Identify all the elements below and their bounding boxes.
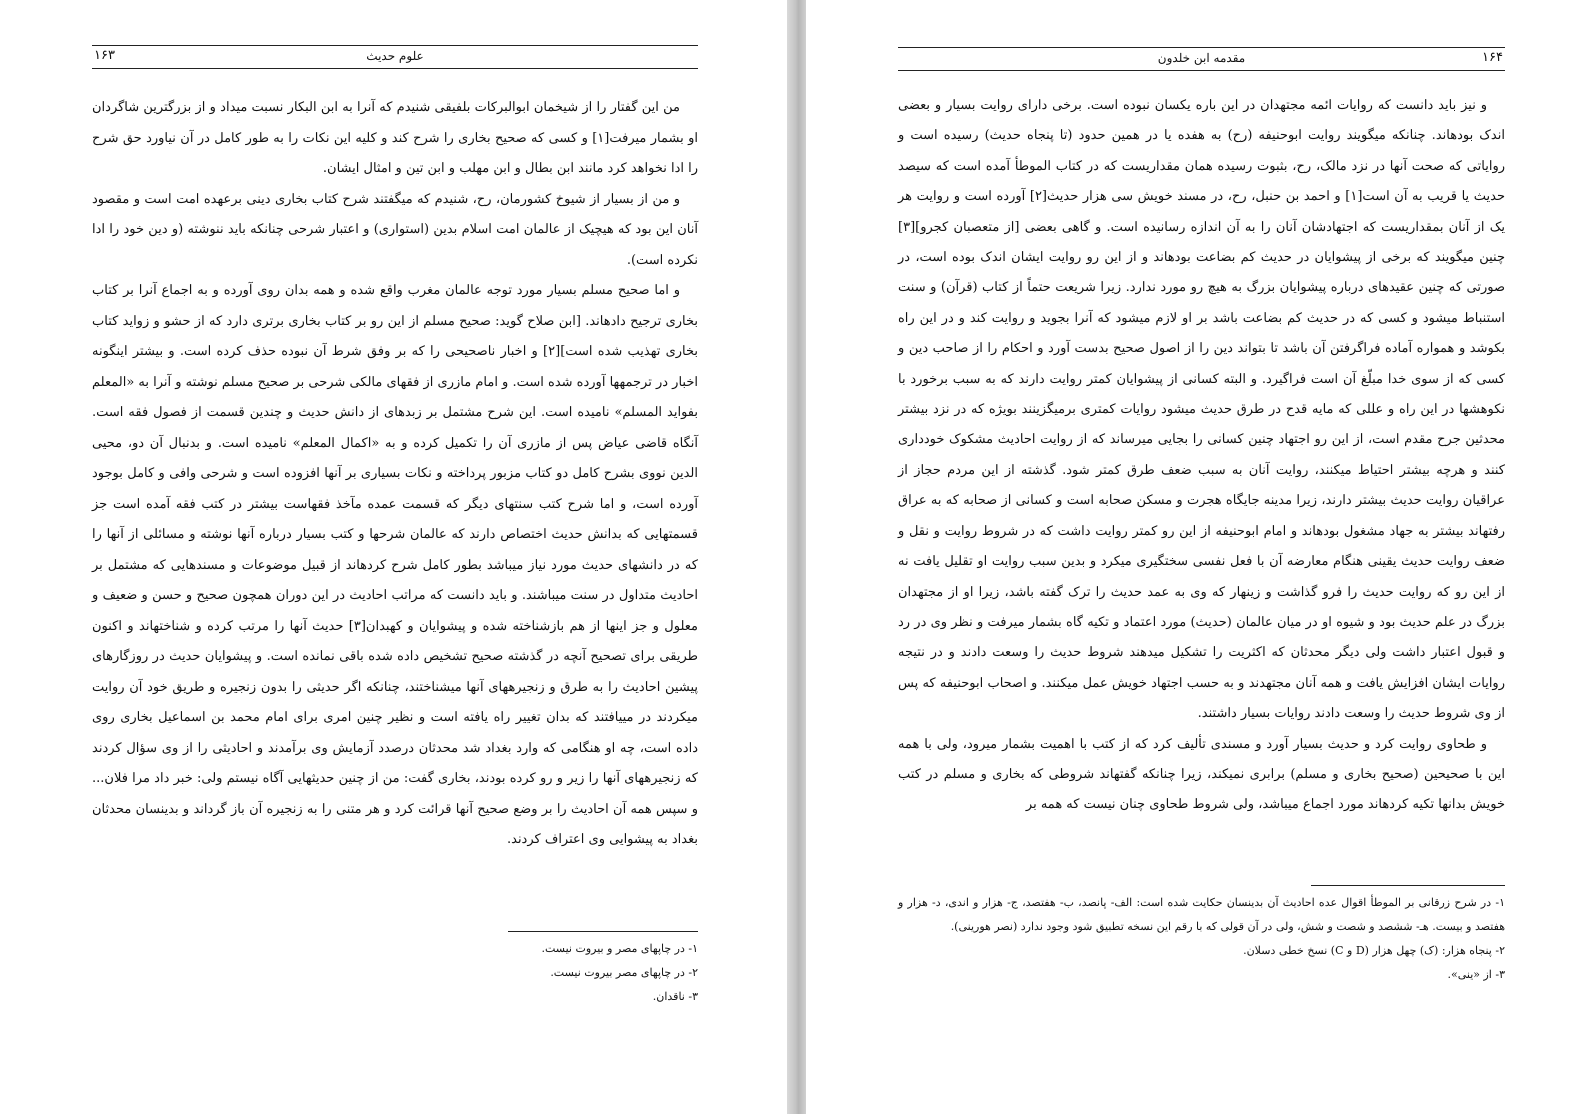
footnote: ۱- در چاپهای مصر و بیروت نیست. bbox=[541, 942, 698, 955]
paragraph: من این گفتار را از شیخمان ابوالبرکات بلفیقی شنیدم که آنرا به ابن البکار نسبت میداد و از بزرگترین شاگردان او بشمار میرفت[۱] و کسی که صحیح بخاری را شرح کند و کلیه این نکات را به طور کامل در آن نیاورد حق شرح را ادا نخواهد کرد مانند ابن بطال و ابن مهلب و ابن تین و امثال ایشان. bbox=[92, 100, 698, 176]
page-number: ۱۶۴ bbox=[1482, 50, 1503, 65]
paragraph: و من از بسیار از شیوخ کشورمان، رح، شنیدم که میگفتند شرح کتاب بخاری دینی برعهده امت است و مقصود آنان این بود که هیچیک از عالمان امت اسلام بدین (استواری) و اعتبار شرحی چنانکه باید ننوشته (و دین خود را ادا نکرده است). bbox=[92, 191, 698, 268]
footnote-divider bbox=[508, 931, 698, 932]
body-text bbox=[92, 93, 698, 856]
footnote-divider bbox=[1311, 885, 1505, 886]
page-header bbox=[898, 47, 1505, 71]
paragraph: و اما صحیح مسلم بسیار مورد توجه عالمان مغرب واقع شده و همه بدان روی آورده و به اجماع آنرا بر کتاب بخاری ترجیح دادهاند. [ابن صلاح گوید: صحیح مسلم از این رو بر کتاب بخاری برتری دارد که از حشو و زواید کتاب بخاری تهذیب شده است][۲] و اخبار ناصحیحی را که بر وفق شرط آن نبوده حذف کرده است. و بیشتر اینگونه اخبار در ترجمهها آورده شده است. و امام مازری از فقهای مالکی شرحی بر صحیح مسلم نوشته و آنرا به «المعلم بفواید المسلم» نامیده است. این شرح مشتمل بر زبدهای از دانش حدیث و چندین قسمت از فصول فقه است. آنگاه قاضی عیاض پس از مازری آن را تکمیل کرده و به «اکمال المعلم» نامیده است. و بدنبال آن دو، محیی الدین نووی بشرح کامل دو کتاب مزبور پرداخته و نکات بسیاری بر آنها افزوده است و شرحی وافی و کامل بوجود آورده است، و اما شرح کتب سنتهای دیگر که قسمت عمده مآخذ فقهاست بیشتر در کتب فقه آمده است جز قسمتهایی که بدانش حدیث اختصاص دارند که عالمان شرحها و کتب بسیار درباره آنها نوشته و مسائلی از آنها را که در دانشهای حدیث مورد نیاز میباشد بطور کامل شرح کردهاند از قبیل موضوعات و مسندهایی که مشتمل بر احادیث متداول در سنت میباشند. و باید دانست که مراتب احادیث در این دوران همچون صحیح و حسن و ضعیف و معلول و جز اینها از هم بازشناخته شده و پیشوایان و کهبدان[۳] حدیث آنها را مرتب کرده و شناختهاند و اکنون طریقی برای تصحیح آنچه در گذشته صحیح تشخیص داده شده باقی نمانده است. و پیشوایان حدیث در روزگارهای پیشین احادیث را به طرق و زنجیرههای آنها میشناختند، چنانکه اگر حدیثی را بدون زنجیره و طریق خود آن روایت میکردند در مییافتند که بدان تغییر راه یافته است و نظیر چنین امری برای امام محمد بن اسماعیل بخاری روی داده است، چه او هنگامی که وارد بغداد شد محدثان درصدد آزمایش وی برآمدند و احادیثی را از وی سؤال کردند که زنجیرههای آنها را زیر و رو کرده بودند، بخاری گفت: من از چنین حدیثهایی آگاه نیستم ولی: خبر داد مرا فلان... و سپس همه آن احادیث را بر وضع صحیح آنها قرائت کرد و هر متنی را به زنجیره آن باز گرداند و بدینسان محدثان بغداد به پیشوایی وی اعتراف کردند. bbox=[92, 283, 699, 847]
left-page bbox=[0, 0, 787, 1114]
footnote: ۳- از «ینی». bbox=[1447, 968, 1505, 981]
footnote: ۲- پنجاه هزار: (ک) چهل هزار (D و C) نسخ خطی دسلان. bbox=[1243, 944, 1505, 957]
footnote: ۳- ناقدان. bbox=[652, 990, 698, 1003]
book-spine-gutter bbox=[787, 0, 806, 1114]
right-page bbox=[806, 0, 1591, 1114]
paragraph: و طحاوی روایت کرد و حدیث بسیار آورد و مسندی تألیف کرد که از کتب با اهمیت بشمار میرود، ولی با همه این با صحیحین (صحیح بخاری و مسلم) برابری نمیکند، زیرا چنانکه گفتهاند شروطی که بخاری و مسلم در کتب خویش بدانها تکیه کردهاند مورد اجماع میباشد، ولی شروط طحاوی چنان نیست که همه بر bbox=[898, 736, 1505, 813]
body-text bbox=[898, 91, 1505, 821]
footnote: ۲- در چاپهای مصر بیروت نیست. bbox=[550, 966, 698, 979]
footnote: ۱- در شرح زرقانی بر الموطأ اقوال عده احادیث آن بدینسان حکایت شده است: الف- پانصد، ب- هفتصد، ج- هزار و اندی، د- هزار و هفتصد و بیست. هـ- ششصد و شصت و شش، ولی در آن قولی که با رقم این نسخه تطبیق شود وجود ندارد (نصر هورینی). bbox=[898, 896, 1505, 933]
footnotes bbox=[898, 891, 1505, 987]
running-title: مقدمه ابن خلدون bbox=[1157, 51, 1246, 65]
footnotes bbox=[380, 937, 698, 1009]
running-title: علوم حدیث bbox=[366, 49, 424, 63]
page-header bbox=[92, 45, 698, 69]
page-number: ۱۶۳ bbox=[94, 48, 115, 63]
paragraph: و نیز باید دانست که روایات ائمه مجتهدان در این باره یکسان نبوده است. برخی دارای روایت بسیار و بعضی اندک بودهاند. چنانکه میگویند روایت ابوحنیفه (رح) به هفده یا در همین حدود (تا پنجاه حدیث) رسیده است و روایاتی که صحت آنها در نزد مالک، رح، بثبوت رسیده همان مقداریست که در کتاب الموطأ آمده است که سیصد حدیث یا قریب به آن است[۱] و احمد بن حنبل، رح، در مسند خویش سی هزار حدیث[۲] آورده است و روایت هر یک از آنان بمقداریست که اجتهادشان آنان را به آن اندازه رسانیده است. و گاهی بعضی [از متعصبان کجرو][۳] چنین میگویند که برخی از پیشوایان در حدیث کم بضاعت بودهاند و از این رو روایت ایشان اندک بوده است، در صورتی که چنین عقیدهای درباره پیشوایان بزرگ به هیچ رو مورد ندارد. زیرا شریعت حتماً از کتاب (قرآن) و سنت استنباط میشود و کسی که در حدیث کم بضاعت باشد بر او لازم میشود که آنرا بجوید و روایت کند و در این راه بکوشد و همواره آماده فراگرفتن آن باشد تا بتواند دین را از اصول صحیح بدست آورد و احکام را از صاحب دین و کسی که از سوی خدا مبلّغ آن است فراگیرد. و البته کسانی از پیشوایان کمتر روایت دارند که به سبب برخورد با نکوهشها در این راه و عللی که مایه قدح در طرق حدیث میشود روایات کمتری برمیگزینند بویژه که در نزد بیشتر محدثین جرح مقدم است، از این رو اجتهاد چنین کسانی را بجایی میرساند که از روایت احادیث مشکوک خودداری کنند و هرچه بیشتر احتیاط میکنند، روایت آنان به سبب ضعف طرق کمتر شود. گذشته از این مردم حجاز از عراقیان روایت حدیث بیشتر دارند، زیرا مدینه جایگاه هجرت و مسکن صحابه است و کسانی از صحابه که به عراق رفتهاند بیشتر به جهاد مشغول بودهاند و امام ابوحنیفه از این رو کمتر روایت داشت که در شروط روایت و نقل و ضعف روایت حدیث یقینی هنگام معارضه آن با فعل نفسی سختگیری میکرد و بدین سبب روایت او تقلیل یافت نه از این رو که روایت حدیث را فرو گذاشت و زینهار که وی به عمد حدیث را ترک گفته باشد، زیرا او از مجتهدان بزرگ در علم حدیث بود و شیوه او در میان عالمان (حدیث) مورد اعتماد و تکیه گاه بشمار میرفت و نظر وی در رد و قبول اعتبار داشت ولی دیگر محدثان که اکثریت را تشکیل میدهند شروط حدیث را وسعت دادند و در نتیجه روایات ایشان افزایش یافت و همه آنان مجتهدند و به حسب اجتهاد خویش عمل میکنند. و اصحاب ابوحنیفه که پس از وی شروط حدیث را وسعت دادند روایات بسیار داشتند. bbox=[898, 98, 1506, 722]
